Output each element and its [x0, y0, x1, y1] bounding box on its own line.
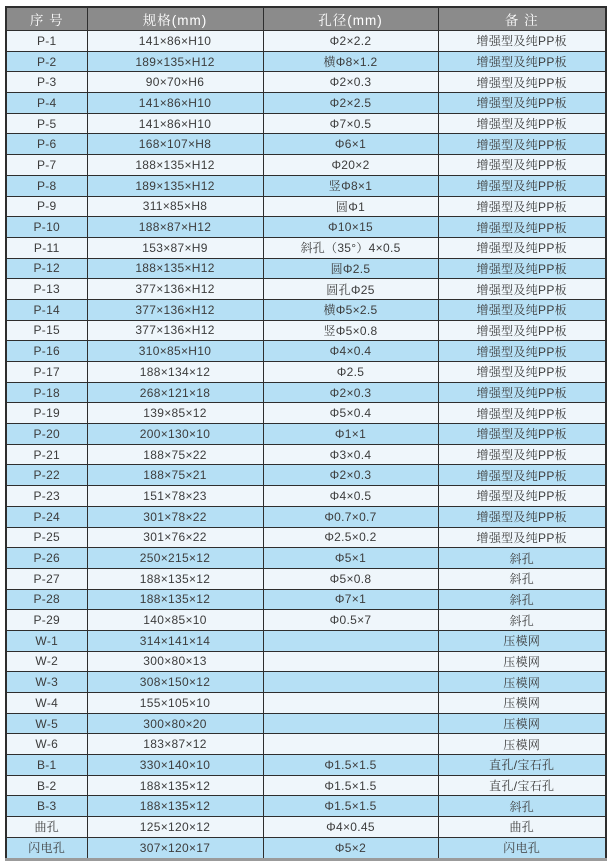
cell-spec: 300×80×20	[87, 713, 263, 734]
cell-note: 增强型及纯PP板	[438, 527, 606, 548]
cell-id: P-22	[6, 465, 87, 486]
table-row	[6, 693, 606, 714]
table-row	[6, 486, 606, 507]
table-row	[6, 237, 606, 258]
cell-hole: Φ20×2	[263, 155, 438, 176]
cell-note: 增强型及纯PP板	[438, 341, 606, 362]
cell-note: 直孔/宝石孔	[438, 755, 606, 776]
cell-spec: 141×86×H10	[87, 93, 263, 114]
cell-hole: Φ4×0.5	[263, 486, 438, 507]
table-row	[6, 755, 606, 776]
cell-spec: 90×70×H6	[87, 72, 263, 93]
cell-note: 增强型及纯PP板	[438, 155, 606, 176]
table-row	[6, 610, 606, 631]
table-row	[6, 630, 606, 651]
cell-id: P-28	[6, 589, 87, 610]
table-row	[6, 299, 606, 320]
cell-spec: 377×136×H12	[87, 299, 263, 320]
cell-spec: 200×130×10	[87, 424, 263, 445]
cell-spec: 300×80×13	[87, 651, 263, 672]
table-row	[6, 527, 606, 548]
cell-hole: Φ2×0.3	[263, 72, 438, 93]
cell-note: 增强型及纯PP板	[438, 237, 606, 258]
cell-note: 斜孔	[438, 610, 606, 631]
cell-note: 增强型及纯PP板	[438, 217, 606, 238]
cell-note: 增强型及纯PP板	[438, 486, 606, 507]
cell-hole: Φ10×15	[263, 217, 438, 238]
cell-hole: 横Φ5×2.5	[263, 299, 438, 320]
cell-spec: 268×121×18	[87, 382, 263, 403]
cell-hole: Φ2×0.3	[263, 465, 438, 486]
table-row	[6, 775, 606, 796]
cell-hole: Φ2×2.5	[263, 93, 438, 114]
cell-spec: 125×120×12	[87, 817, 263, 838]
cell-note: 增强型及纯PP板	[438, 93, 606, 114]
table-row	[6, 196, 606, 217]
cell-id: P-8	[6, 175, 87, 196]
cell-hole: Φ2.5	[263, 362, 438, 383]
cell-spec: 141×86×H10	[87, 31, 263, 52]
cell-spec: 151×78×23	[87, 486, 263, 507]
cell-hole: Φ4×0.4	[263, 341, 438, 362]
cell-spec: 183×87×12	[87, 734, 263, 755]
cell-spec: 188×135×H12	[87, 258, 263, 279]
cell-spec: 307×120×17	[87, 837, 263, 859]
header-row	[6, 7, 606, 31]
cell-spec: 153×87×H9	[87, 237, 263, 258]
cell-spec: 188×135×12	[87, 796, 263, 817]
table-row	[6, 93, 606, 114]
table-row	[6, 258, 606, 279]
cell-note: 增强型及纯PP板	[438, 506, 606, 527]
cell-note: 增强型及纯PP板	[438, 279, 606, 300]
cell-note: 增强型及纯PP板	[438, 362, 606, 383]
cell-note: 增强型及纯PP板	[438, 465, 606, 486]
cell-hole: Φ5×2	[263, 837, 438, 859]
cell-note: 增强型及纯PP板	[438, 134, 606, 155]
cell-id: W-2	[6, 651, 87, 672]
cell-id: P-4	[6, 93, 87, 114]
cell-spec: 188×135×H12	[87, 155, 263, 176]
cell-hole: Φ1.5×1.5	[263, 796, 438, 817]
cell-note: 斜孔	[438, 568, 606, 589]
cell-note: 压模网	[438, 630, 606, 651]
cell-spec: 189×135×H12	[87, 175, 263, 196]
cell-spec: 301×76×22	[87, 527, 263, 548]
cell-spec: 188×135×12	[87, 775, 263, 796]
cell-id: P-10	[6, 217, 87, 238]
cell-note: 增强型及纯PP板	[438, 72, 606, 93]
column-header-spec: 规格(mm)	[87, 7, 263, 31]
cell-note: 增强型及纯PP板	[438, 424, 606, 445]
cell-spec: 140×85×10	[87, 610, 263, 631]
cell-hole: Φ5×0.8	[263, 568, 438, 589]
cell-hole: Φ1.5×1.5	[263, 775, 438, 796]
table-row	[6, 320, 606, 341]
cell-spec: 310×85×H10	[87, 341, 263, 362]
cell-id: P-15	[6, 320, 87, 341]
cell-note: 增强型及纯PP板	[438, 31, 606, 52]
cell-spec: 250×215×12	[87, 548, 263, 569]
table-row	[6, 796, 606, 817]
cell-hole: 竖Φ8×1	[263, 175, 438, 196]
cell-hole: Φ7×0.5	[263, 113, 438, 134]
cell-hole: Φ2.5×0.2	[263, 527, 438, 548]
cell-hole: Φ4×0.45	[263, 817, 438, 838]
cell-id: P-29	[6, 610, 87, 631]
cell-id: P-3	[6, 72, 87, 93]
cell-id: P-26	[6, 548, 87, 569]
cell-id: P-9	[6, 196, 87, 217]
cell-note: 曲孔	[438, 817, 606, 838]
cell-spec: 188×135×12	[87, 568, 263, 589]
cell-id: B-2	[6, 775, 87, 796]
cell-note: 增强型及纯PP板	[438, 382, 606, 403]
table-row	[6, 589, 606, 610]
table-row	[6, 362, 606, 383]
cell-note: 压模网	[438, 693, 606, 714]
cell-spec: 188×135×12	[87, 589, 263, 610]
cell-hole: Φ7×1	[263, 589, 438, 610]
cell-hole: Φ5×1	[263, 548, 438, 569]
table-row	[6, 279, 606, 300]
cell-note: 增强型及纯PP板	[438, 113, 606, 134]
cell-id: W-5	[6, 713, 87, 734]
table-row	[6, 134, 606, 155]
cell-id: P-13	[6, 279, 87, 300]
cell-id: W-6	[6, 734, 87, 755]
cell-id: B-1	[6, 755, 87, 776]
cell-id: P-19	[6, 403, 87, 424]
cell-note: 斜孔	[438, 548, 606, 569]
cell-hole	[263, 734, 438, 755]
cell-id: P-5	[6, 113, 87, 134]
cell-note: 压模网	[438, 651, 606, 672]
cell-id: P-20	[6, 424, 87, 445]
cell-spec: 377×136×H12	[87, 320, 263, 341]
cell-note: 增强型及纯PP板	[438, 320, 606, 341]
cell-note: 增强型及纯PP板	[438, 403, 606, 424]
cell-spec: 168×107×H8	[87, 134, 263, 155]
cell-id: P-21	[6, 444, 87, 465]
cell-spec: 155×105×10	[87, 693, 263, 714]
cell-id: P-14	[6, 299, 87, 320]
cell-spec: 301×78×22	[87, 506, 263, 527]
table-row	[6, 382, 606, 403]
cell-hole: 竖Φ5×0.8	[263, 320, 438, 341]
cell-note: 增强型及纯PP板	[438, 196, 606, 217]
cell-id: W-3	[6, 672, 87, 693]
table-row	[6, 444, 606, 465]
cell-spec: 189×135×H12	[87, 51, 263, 72]
cell-note: 增强型及纯PP板	[438, 444, 606, 465]
table-row	[6, 424, 606, 445]
cell-id: 闪电孔	[6, 837, 87, 859]
cell-id: P-25	[6, 527, 87, 548]
cell-id: P-24	[6, 506, 87, 527]
cell-hole	[263, 630, 438, 651]
table-row	[6, 51, 606, 72]
cell-hole: Φ2×2.2	[263, 31, 438, 52]
cell-id: P-17	[6, 362, 87, 383]
cell-hole	[263, 713, 438, 734]
table-row	[6, 506, 606, 527]
spec-table-body	[6, 31, 606, 860]
cell-hole: 圆Φ1	[263, 196, 438, 217]
cell-spec: 141×86×H10	[87, 113, 263, 134]
cell-id: P-2	[6, 51, 87, 72]
cell-note: 直孔/宝石孔	[438, 775, 606, 796]
cell-hole: Φ2×0.3	[263, 382, 438, 403]
cell-id: B-3	[6, 796, 87, 817]
cell-hole: 横Φ8×1.2	[263, 51, 438, 72]
cell-spec: 308×150×12	[87, 672, 263, 693]
cell-spec: 188×75×22	[87, 444, 263, 465]
column-header-note: 备 注	[438, 7, 606, 31]
cell-id: P-27	[6, 568, 87, 589]
cell-hole: 斜孔（35°）4×0.5	[263, 237, 438, 258]
cell-spec: 188×87×H12	[87, 217, 263, 238]
table-row	[6, 175, 606, 196]
cell-hole	[263, 672, 438, 693]
cell-note: 压模网	[438, 672, 606, 693]
cell-id: P-7	[6, 155, 87, 176]
cell-note: 增强型及纯PP板	[438, 258, 606, 279]
table-row	[6, 113, 606, 134]
table-row	[6, 713, 606, 734]
cell-note: 压模网	[438, 734, 606, 755]
cell-note: 增强型及纯PP板	[438, 175, 606, 196]
table-row	[6, 341, 606, 362]
cell-hole: 圆孔Φ25	[263, 279, 438, 300]
cell-id: P-11	[6, 237, 87, 258]
cell-spec: 139×85×12	[87, 403, 263, 424]
table-row	[6, 72, 606, 93]
cell-hole: Φ5×0.4	[263, 403, 438, 424]
cell-id: W-1	[6, 630, 87, 651]
table-row	[6, 217, 606, 238]
table-row	[6, 837, 606, 859]
cell-hole	[263, 651, 438, 672]
table-row	[6, 734, 606, 755]
cell-id: P-16	[6, 341, 87, 362]
cell-id: P-18	[6, 382, 87, 403]
cell-hole: Φ1.5×1.5	[263, 755, 438, 776]
cell-id: P-23	[6, 486, 87, 507]
cell-note: 闪电孔	[438, 837, 606, 859]
table-row	[6, 465, 606, 486]
cell-note: 增强型及纯PP板	[438, 51, 606, 72]
cell-id: P-1	[6, 31, 87, 52]
cell-spec: 188×134×12	[87, 362, 263, 383]
cell-hole: Φ0.5×7	[263, 610, 438, 631]
table-row	[6, 672, 606, 693]
cell-hole: Φ3×0.4	[263, 444, 438, 465]
cell-spec: 314×141×14	[87, 630, 263, 651]
cell-note: 斜孔	[438, 796, 606, 817]
cell-hole	[263, 693, 438, 714]
cell-note: 斜孔	[438, 589, 606, 610]
table-row	[6, 403, 606, 424]
cell-hole: Φ6×1	[263, 134, 438, 155]
cell-hole: 圆Φ2.5	[263, 258, 438, 279]
cell-spec: 311×85×H8	[87, 196, 263, 217]
cell-note: 压模网	[438, 713, 606, 734]
column-header-serial: 序 号	[6, 7, 87, 31]
cell-spec: 377×136×H12	[87, 279, 263, 300]
column-header-hole: 孔径(mm)	[263, 7, 438, 31]
cell-id: 曲孔	[6, 817, 87, 838]
cell-id: W-4	[6, 693, 87, 714]
cell-hole: Φ1×1	[263, 424, 438, 445]
table-row	[6, 817, 606, 838]
table-row	[6, 568, 606, 589]
cell-spec: 188×75×21	[87, 465, 263, 486]
table-row	[6, 155, 606, 176]
cell-spec: 330×140×10	[87, 755, 263, 776]
table-row	[6, 651, 606, 672]
table-row	[6, 548, 606, 569]
spec-table	[5, 6, 607, 861]
cell-id: P-12	[6, 258, 87, 279]
cell-id: P-6	[6, 134, 87, 155]
cell-note: 增强型及纯PP板	[438, 299, 606, 320]
table-row	[6, 31, 606, 52]
cell-hole: Φ0.7×0.7	[263, 506, 438, 527]
